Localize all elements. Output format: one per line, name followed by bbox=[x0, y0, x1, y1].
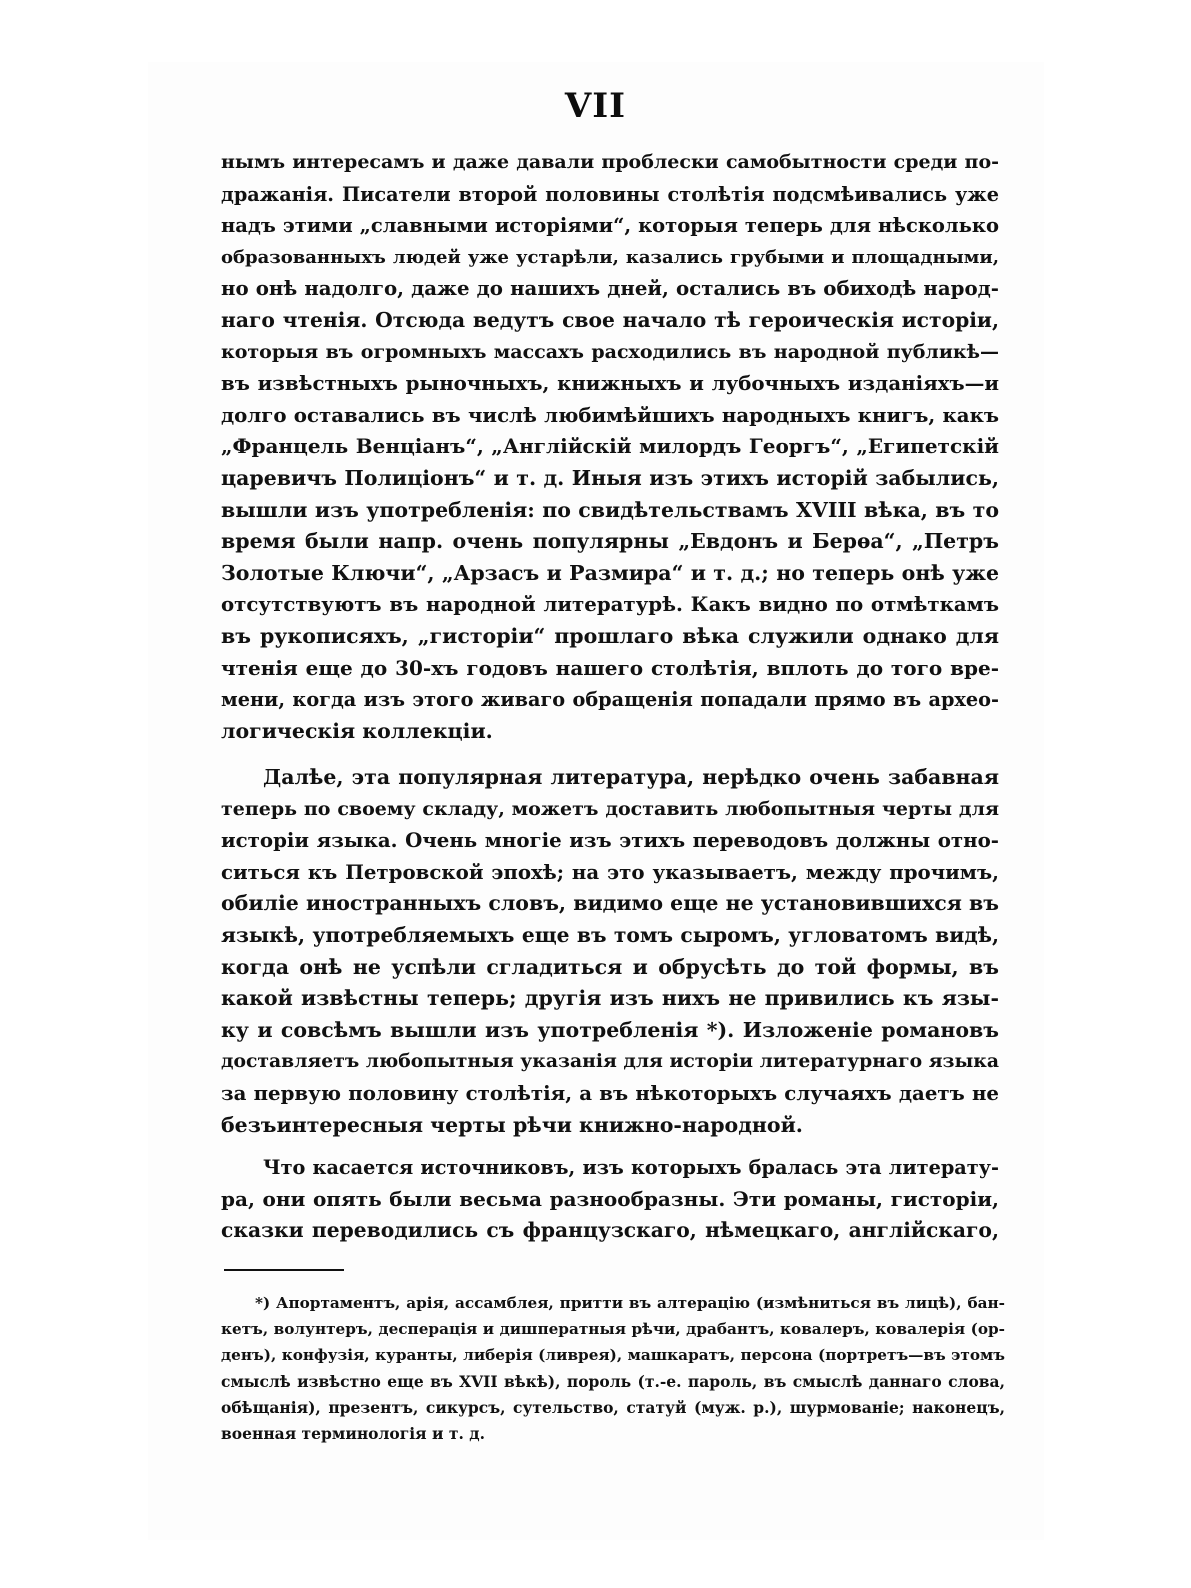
text-line: но онѣ надолго, даже до нашихъ дней, остались въ обиходѣ народ- bbox=[221, 276, 999, 301]
text-line: Далѣе, эта популярная литература, нерѣдко очень забавная bbox=[263, 765, 999, 789]
text-line: когда онѣ не успѣли сгладиться и обрусѣть до той формы, въ bbox=[221, 954, 999, 979]
footnote-line: обѣщанія), презентъ, сикурсъ, сутельство, статуй (муж. р.), шурмованіе; наконецъ, bbox=[221, 1397, 1005, 1417]
footnote-divider bbox=[224, 1269, 344, 1271]
text-line: сказки переводились съ французскаго, нѣмецкаго, англійскаго, bbox=[221, 1218, 999, 1243]
paragraph-2 bbox=[221, 762, 999, 1141]
text-line: ситься къ Петровской эпохѣ; на это указываетъ, между прочимъ, bbox=[221, 859, 999, 884]
text-line: какой извѣстны теперь; другія изъ нихъ не привились къ язы- bbox=[221, 986, 999, 1011]
text-line: долго оставались въ числѣ любимѣйшихъ народныхъ книгъ, какъ bbox=[221, 402, 999, 427]
text-line: надъ этими „славными исторіями“, которыя теперь для нѣсколько bbox=[221, 214, 999, 238]
text-line: которыя въ огромныхъ массахъ расходились въ народной публикѣ— bbox=[221, 340, 999, 363]
footnote-line: военная терминологія и т. д. bbox=[221, 1423, 486, 1443]
text-line: чтенія еще до 30-хъ годовъ нашего столѣтія, вплоть до того вре- bbox=[221, 655, 999, 680]
text-line: царевичъ Полиціонъ“ и т. д. Иныя изъ этихъ исторій забылись, bbox=[221, 465, 999, 490]
text-line: „Францель Венціанъ“, „Англійскій милордъ Георгъ“, „Египетскій bbox=[221, 434, 999, 459]
footnote-line: кетъ, волунтеръ, десперація и дишператныя рѣчи, драбантъ, ковалеръ, ковалерія (ор- bbox=[221, 1320, 1005, 1339]
text-line: исторіи языка. Очень многіе изъ этихъ переводовъ должны отно- bbox=[221, 828, 999, 853]
text-line: наго чтенія. Отсюда ведутъ свое начало тѣ героическія исторіи, bbox=[221, 307, 999, 332]
footnote-line: *) Апортаментъ, арія, ассамблея, притти въ алтерацію (измѣниться въ лицѣ), бан- bbox=[255, 1294, 1005, 1312]
text-line: въ рукописяхъ, „гисторіи“ прошлаго вѣка служили однако для bbox=[221, 623, 999, 648]
text-line: дражанія. Писатели второй половины столѣтія подсмѣивались уже bbox=[221, 182, 999, 206]
text-line: отсутствуютъ въ народной литературѣ. Какъ видно по отмѣткамъ bbox=[221, 592, 999, 617]
text-line: въ извѣстныхъ рыночныхъ, книжныхъ и лубочныхъ изданіяхъ—и bbox=[221, 371, 999, 396]
text-line: нымъ интересамъ и даже давали проблески самобытности среди по- bbox=[221, 151, 999, 173]
text-line: за первую половину столѣтія, а въ нѣкоторыхъ случаяхъ даетъ не bbox=[221, 1080, 999, 1105]
text-line: логическія коллекціи. bbox=[221, 718, 493, 743]
paragraph-1 bbox=[221, 147, 999, 747]
text-line: Золотые Ключи“, „Арзасъ и Размира“ и т. д.; но теперь онѣ уже bbox=[221, 560, 999, 585]
paragraph-3 bbox=[221, 1152, 999, 1247]
text-line: время были напр. очень популярны „Евдонъ и Берѳа“, „Петръ bbox=[221, 529, 999, 554]
text-line: ра, они опять были весьма разнообразны. Эти романы, гисторіи, bbox=[221, 1186, 999, 1211]
footnote-line: смыслѣ извѣстно еще въ XVII вѣкѣ), пороль (т.-е. пароль, въ смыслѣ даннаго слова, bbox=[221, 1371, 1005, 1391]
text-line: обиліе иностранныхъ словъ, видимо еще не установившихся въ bbox=[221, 891, 999, 916]
text-line: теперь по своему складу, можетъ доставить любопытныя черты для bbox=[221, 797, 999, 820]
page-number: VII bbox=[564, 86, 627, 126]
footnote bbox=[221, 1290, 1005, 1447]
text-line: вышли изъ употребленія: по свидѣтельствамъ XVIII вѣка, въ то bbox=[221, 497, 999, 522]
text-line: безъинтересныя черты рѣчи книжно-народной. bbox=[221, 1112, 803, 1137]
text-line: Что касается источниковъ, изъ которыхъ бралась эта литерату- bbox=[263, 1156, 999, 1179]
text-line: образованныхъ людей уже устарѣли, казались грубыми и площадными, bbox=[221, 246, 999, 268]
footnote-line: денъ), конфузія, куранты, либерія (ливрея), машкаратъ, персона (портретъ—въ этомъ bbox=[221, 1346, 1005, 1365]
text-line: языкѣ, употребляемыхъ еще въ томъ сыромъ, угловатомъ видѣ, bbox=[221, 922, 999, 947]
text-line: доставляетъ любопытныя указанія для исторіи литературнаго языка bbox=[221, 1050, 999, 1073]
text-line: ку и совсѣмъ вышли изъ употребленія *). Изложеніе романовъ bbox=[221, 1017, 999, 1042]
text-line: мени, когда изъ этого живаго обращенія попадали прямо въ археo- bbox=[221, 688, 999, 712]
